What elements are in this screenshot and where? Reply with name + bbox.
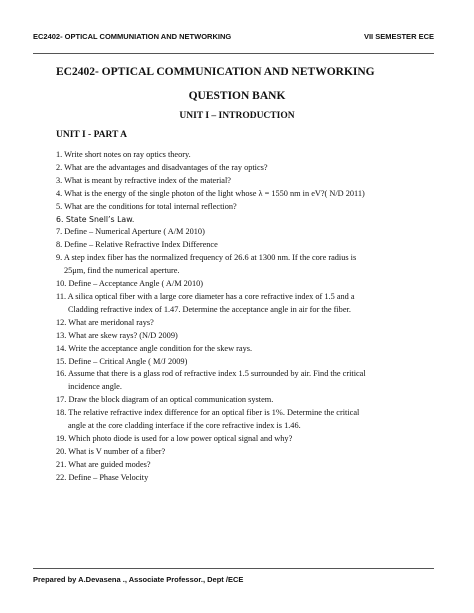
question-line: 14. Write the acceptance angle condition for the skew rays. [56, 343, 253, 353]
question-line: 6. State Snell’s Law. [56, 214, 135, 224]
question-line: 8. Define – Relative Refractive Index Difference [56, 240, 218, 250]
question-line: 9. A step index fiber has the normalized frequency of 26.6 at 1300 nm. If the core radius is [56, 253, 357, 263]
question-line: 21. What are guided modes? [56, 459, 151, 469]
question-line: 5. What are the conditions for total internal reflection? [56, 201, 237, 211]
document-title: EC2402- OPTICAL COMMUNICATION AND NETWORKING [56, 66, 375, 78]
page-footer: Prepared by A.Devasena ., Associate Professor., Dept /ECE [33, 575, 244, 584]
part-heading: UNIT I - PART A [56, 130, 127, 140]
question-line: 13. What are skew rays? (N/D 2009) [56, 330, 178, 340]
question-line: 15. Define – Critical Angle ( M/J 2009) [56, 356, 188, 366]
question-line: 2. What are the advantages and disadvantages of the ray optics? [56, 162, 268, 172]
question-continuation: 25μm, find the numerical aperture. [64, 266, 180, 276]
document-subtitle: QUESTION BANK [188, 90, 286, 102]
question-list [56, 149, 430, 485]
question-continuation: Cladding refractive index of 1.47. Determine the acceptance angle in air for the fiber. [68, 304, 351, 314]
header-course: EC2402- OPTICAL COMMUNIATION AND NETWORKING [33, 31, 232, 41]
question-line: 17. Draw the block diagram of an optical communication system. [56, 395, 274, 405]
question-line: 19. Which photo diode is used for a low power optical signal and why? [56, 433, 293, 443]
unit-heading: UNIT I – INTRODUCTION [179, 111, 295, 121]
question-line: 16. Assume that there is a glass rod of refractive index 1.5 surrounded by air. Find the critical [56, 369, 366, 379]
question-continuation: angle at the core cladding interface if the core refractive index is 1.46. [68, 421, 301, 431]
question-line: 10. Define – Acceptance Angle ( A/M 2010) [56, 279, 203, 289]
question-line: 7. Define – Numerical Aperture ( A/M 2010) [56, 227, 205, 237]
question-line: 4. What is the energy of the single photon of the light whose λ = 1550 nm in eV?( N/D 2011) [56, 188, 365, 198]
question-line: 1. Write short notes on ray optics theory. [56, 150, 191, 159]
question-line: 22. Define – Phase Velocity [56, 472, 149, 482]
question-continuation: incidence angle. [68, 382, 122, 392]
question-line: 18. The relative refractive index difference for an optical fiber is 1%. Determine the critical [56, 408, 360, 418]
question-line: 11. A silica optical fiber with a large core diameter has a core refractive index of 1.5 and a [56, 291, 355, 301]
footer-divider [33, 568, 434, 569]
question-line: 20. What is V number of a fiber? [56, 446, 166, 456]
header-semester: VII SEMESTER ECE [363, 31, 434, 41]
question-line: 12. What are meridonal rays? [56, 317, 154, 327]
running-header [33, 30, 434, 42]
question-line: 3. What is meant by refractive index of the material? [56, 175, 231, 185]
header-divider [33, 53, 434, 54]
